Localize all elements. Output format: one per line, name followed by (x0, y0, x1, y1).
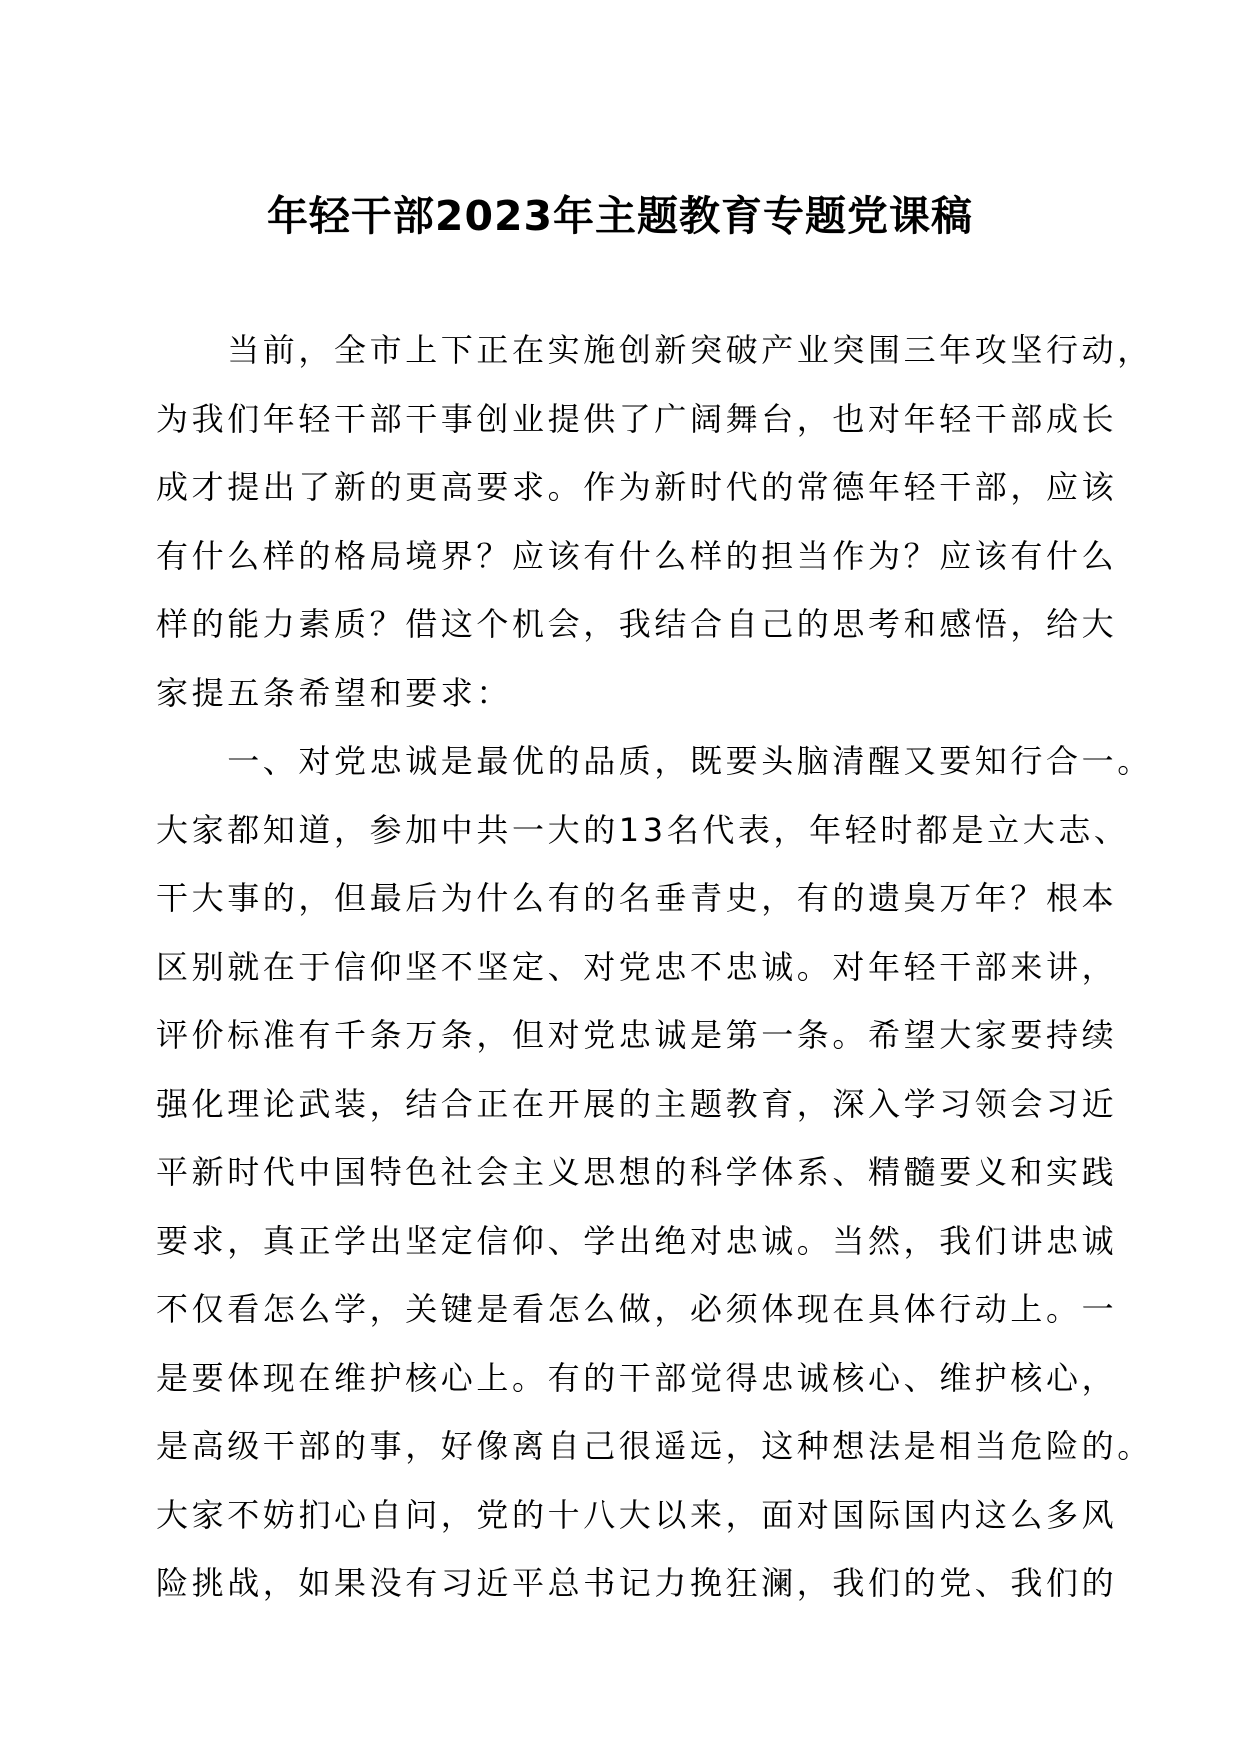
body-line: 区别就在于信仰坚不坚定、对党忠不忠诚。对年轻干部来讲， (156, 947, 1118, 986)
body-line: 是高级干部的事，好像离自己很遥远，这种想法是相当危险的。 (156, 1427, 1153, 1465)
body-line: 要求，真正学出坚定信仰、学出绝对忠诚。当然，我们讲忠诚 (156, 1221, 1118, 1260)
body-line: 家提五条希望和要求： (156, 673, 513, 712)
body-line: 为我们年轻干部干事创业提供了广阔舞台，也对年轻干部成长 (156, 399, 1118, 438)
body-line: 一、对党忠诚是最优的品质，既要头脑清醒又要知行合一。 (156, 742, 1153, 780)
body-line: 不仅看怎么学，关键是看怎么做，必须体现在具体行动上。一 (156, 1290, 1118, 1328)
body-line: 有什么样的格局境界？应该有什么样的担当作为？应该有什么 (156, 536, 1118, 575)
body-line: 成才提出了新的更高要求。作为新时代的常德年轻干部，应该 (156, 468, 1118, 506)
body-line: 大家都知道，参加中共一大的13名代表，年轻时都是立大志、 (156, 810, 1130, 849)
body-line: 样的能力素质？借这个机会，我结合自己的思考和感悟，给大 (156, 605, 1118, 643)
body-line: 当前，全市上下正在实施创新突破产业突围三年攻坚行动， (156, 331, 1153, 369)
body-line: 强化理论武装，结合正在开展的主题教育，深入学习领会习近 (156, 1084, 1118, 1123)
body-line: 是要体现在维护核心上。有的干部觉得忠诚核心、维护核心， (156, 1358, 1118, 1397)
body-line: 评价标准有千条万条，但对党忠诚是第一条。希望大家要持续 (156, 1016, 1118, 1054)
document-body (156, 316, 1153, 1618)
body-line: 大家不妨扪心自问，党的十八大以来，面对国际国内这么多风 (156, 1495, 1118, 1534)
body-line: 干大事的，但最后为什么有的名垂青史，有的遗臭万年？根本 (156, 879, 1118, 917)
body-line: 险挑战，如果没有习近平总书记力挽狂澜，我们的党、我们的 (156, 1564, 1118, 1602)
body-line: 平新时代中国特色社会主义思想的科学体系、精髓要义和实践 (156, 1153, 1118, 1191)
document-title: 年轻干部2023年主题教育专题党课稿 (266, 192, 974, 240)
